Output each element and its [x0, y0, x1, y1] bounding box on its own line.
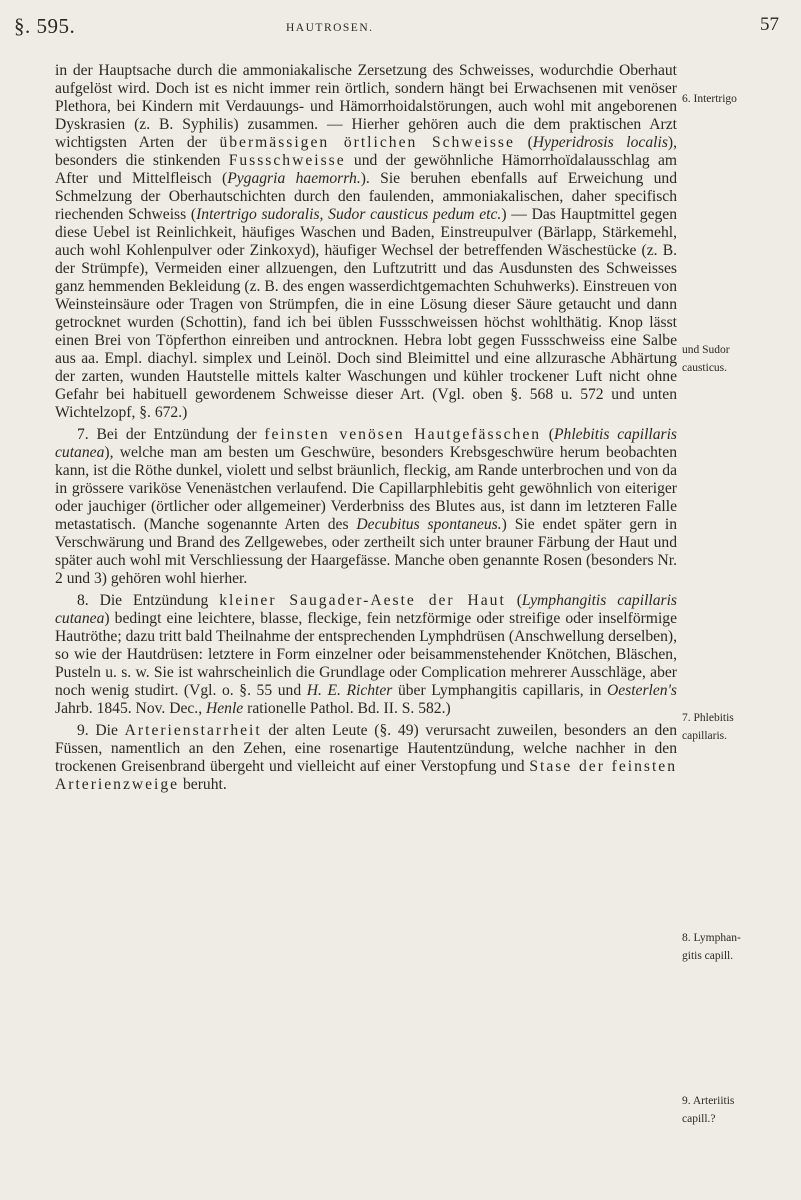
spaced-term: Stase der feinsten Arterienzweige — [55, 758, 677, 793]
text-run: 7. Bei der Entzündung der — [77, 426, 265, 443]
text-run: ), besonders die stinkenden — [55, 134, 677, 169]
text-run: ). Sie beruhen ebenfalls auf Erweichung und Schmelzung der Oberhautschichten durch den faulenden, ammoniakalischen, daher specifisch riechenden Schweiss ( — [55, 170, 677, 223]
italic-term: Decubitus spontaneus. — [356, 516, 502, 533]
page-number: 57 — [760, 14, 779, 35]
text-run: rationelle Pathol. Bd. II. S. 582.) — [243, 700, 451, 717]
paragraph-9 — [55, 722, 677, 794]
text-run: 8. Die Entzündung — [77, 592, 220, 609]
paragraph-6 — [55, 62, 677, 422]
running-title: HAUTROSEN. — [286, 22, 374, 34]
spaced-term: Arterienstarrheit — [124, 722, 262, 739]
text-run: die Oberhaut aufgelöst wird. Doch ist es nicht immer rein örtlich, sondern hängt bei Erwachsenen mit venöser Plethora, bei Kindern mit Verdauungs- und Hämorrhoidalstörungen, auch wohl mit angeborenen Dyskrasien (z. B. Syphilis) zusammen. — Hierher gehören auch die dem praktischen Arzt wichtigsten Arten der — [55, 62, 678, 151]
italic-term: Lymphangitis capillaris cutanea — [55, 592, 677, 627]
spaced-term: übermässigen örtlichen Schweisse — [219, 134, 515, 151]
spaced-term: kleiner Saugader-Aeste der Haut — [219, 592, 506, 609]
margin-note: causticus. — [682, 362, 728, 374]
italic-term: Pygagria haemorrh. — [227, 170, 361, 187]
margin-note: capill.? — [682, 1113, 716, 1125]
paragraph-8 — [55, 592, 677, 718]
text-run: und der gewöhnliche Hämorrhoïdalausschlag am After und Mittelfleisch ( — [55, 152, 677, 187]
italic-term: Intertrigo sudoralis, Sudor causticus pedum etc. — [196, 206, 502, 223]
margin-note: 9. Arteriitis — [682, 1095, 735, 1107]
margin-note: 7. Phlebitis — [682, 712, 734, 724]
text-run: Jahrb. 1845. Nov. Dec., — [55, 700, 206, 717]
italic-term: H. E. Richter — [306, 682, 393, 699]
section-number: §. 595. — [14, 14, 76, 38]
margin-note: 6. Intertrigo — [682, 93, 737, 105]
margin-note: und Sudor — [682, 344, 730, 356]
margin-note: gitis capill. — [682, 950, 734, 962]
text-run: ) bedingt eine leichtere, blasse, fleckige, fein netzförmige oder streifige oder inselförmige Hautröthe; dazu tritt bald Theilnahme der entsprechenden Lymphdrüsen (Anschwellung derselben), so wie der Hautdrüsen: letztere in Form einzelner oder beisammenstehender Knötchen, Bläschen, Pusteln u. s. w. Sie ist wahrscheinlich die Grundlage oder Complication mehrerer Ausschläge, aber noch wenig studirt. (Vgl. o. §. 55 und — [55, 610, 677, 699]
margin-note: capillaris. — [682, 730, 728, 742]
text-run: ) — Das Hauptmittel gegen diese Uebel ist Reinlichkeit, häufiges Waschen und Baden, Einstreupulver (Bärlapp, Stärkemehl, auch wohl Kohlenpulver oder Zinkoxyd), häufiger Wechsel der betreffenden Wäschestücke (z. B. der Strümpfe), Vermeiden einer allzuengen, den Luftzutritt und das Ausdunsten des Schweisses ganz hemmenden Bekleidung (z. B. des engen wasserdichtgemachten Schuhwerks). Einstreuen von Weinsteinsäure oder Tragen von Strümpfen, die in eine Lösung dieser Säure getaucht und dann getrocknet wurden (Schottin), fand ich bei üblen Fussschweissen höchst wohlthätig. Knop lässt einen Brei von Töpferthon einreiben und antrocknen. Hebra lobt gegen Fussschweiss eine Salbe aus aa. Empl. diachyl. simplex und Leinöl. Doch sind Bleimittel und eine allzurasche Abhärtung der zarten, wunden Hautstelle mittels kalter Waschungen und kühler trockener Luft nicht ohne Gefahr bei habituell gewordenem Schweisse dieser Art. (Vgl. oben §. 568 u. 572 und unten Wichtelzopf, §. 672.) — [55, 206, 678, 421]
italic-term: Oesterlen's — [606, 682, 677, 699]
text-run: ( — [514, 134, 533, 151]
page-header — [14, 14, 779, 42]
text-run: in der Hauptsache durch die ammoniakalische Zersetzung des Schweisses, wodurch — [55, 62, 595, 79]
italic-term: Henle — [206, 700, 244, 717]
text-run: ( — [505, 592, 522, 609]
italic-term: Phlebitis capillaris cutanea — [55, 426, 677, 461]
text-run: über Lymphangitis capillaris, in — [392, 682, 607, 699]
text-run: der alten Leute (§. 49) verursacht zuweilen, besonders an den Füssen, namentlich an den Zehen, eine rosenartige Hautentzündung, welche nachher in den trockenen Greisenbrand übergeht und vielleicht auf einer Verstopfung und — [55, 722, 677, 775]
margin-note: 8. Lymphan- — [682, 932, 741, 944]
italic-term: Hyperidrosis localis — [532, 134, 668, 151]
text-run: ( — [541, 426, 555, 443]
paragraph-7 — [55, 426, 677, 588]
text-run: beruht. — [179, 776, 227, 793]
body-text — [55, 62, 677, 794]
text-run: ) Sie endet später gern in Verschwärung und Brand des Zellgewebes, oder zertheilt sich unter brauner Färbung der Haut und später auch wohl mit Verschliessung der Haargefässe. Manche oben genannte Rosen (besonders Nr. 2 und 3) gehören wohl hierher. — [55, 516, 678, 587]
text-run: ), welche man am besten um Geschwüre, besonders Krebsgeschwüre herum beobachten kann, ist die Röthe dunkel, violett und selbst bräunlich, fleckig, am Rande unterbrochen und von da in grössere variköse Venenästchen verlaufend. Die Capillarphlebitis geht gewöhnlich von eiteriger oder jauchiger (örtlicher oder allgemeiner) Verderbniss des Blutes aus, ist dann im letzteren Falle metastatisch. (Manche sogenannte Arten des — [55, 444, 677, 533]
spaced-term: feinsten venösen Hautgefässchen — [264, 426, 542, 443]
spaced-term: Fussschweisse — [228, 152, 346, 169]
text-run: 9. Die — [77, 722, 125, 739]
